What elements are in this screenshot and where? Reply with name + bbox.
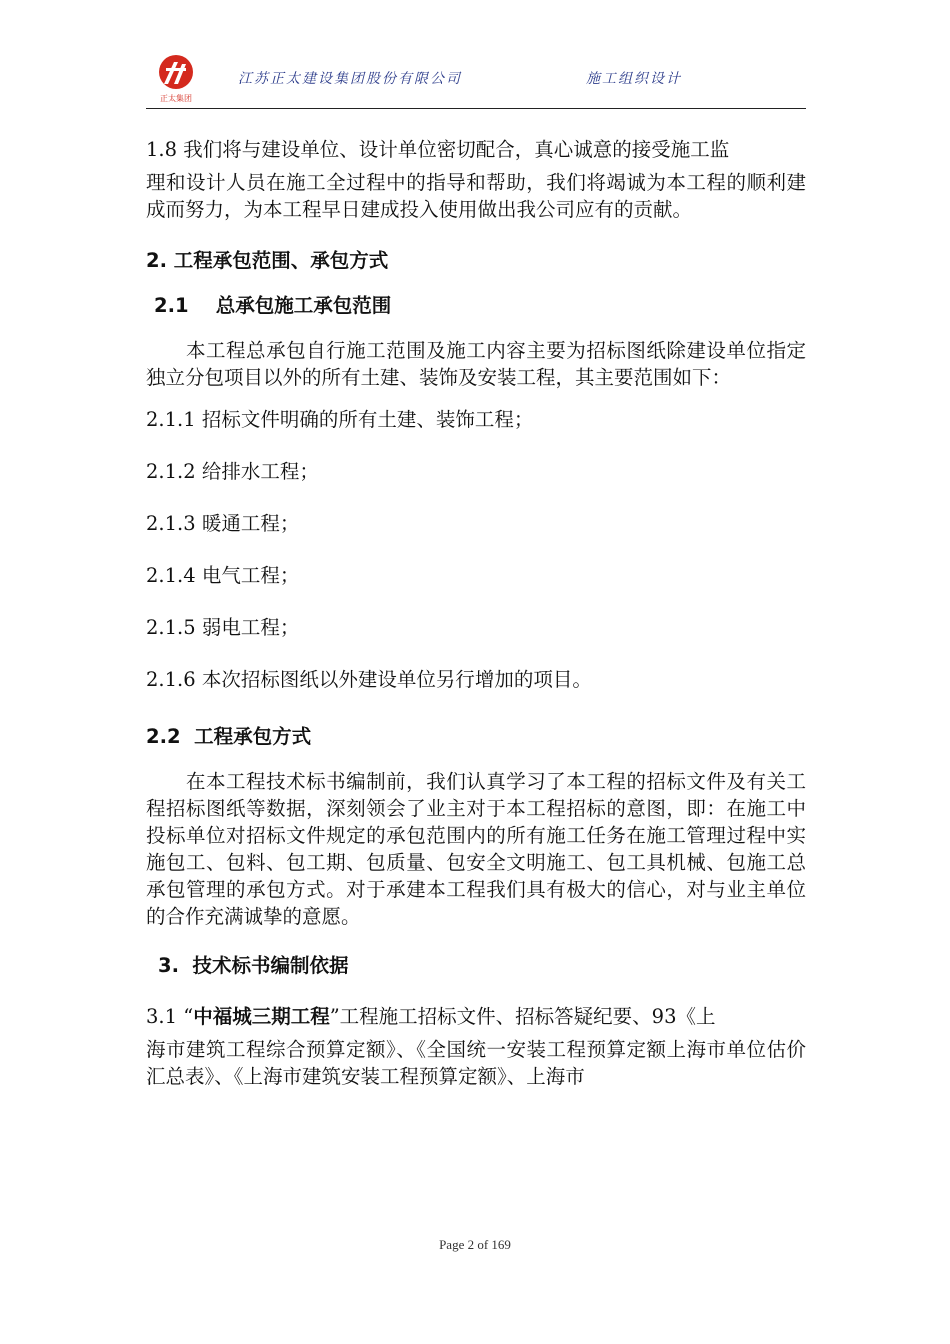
paragraph-2-2: 在本工程技术标书编制前，我们认真学习了本工程的招标文件及有关工程招标图纸等数据，深刻领会了业主对于本工程招标的意图，即：在施工中投标单位对招标文件规定的承包范围内的所有施工任务在施工管理过程中实施包工、包料、包工期、包质量、包安全文明施工、包工具机械、包施工总承包管理的承包方式。对于承建本工程我们具有极大的信心，对与业主单位的合作充满诚挚的意愿。 (146, 770, 806, 928)
logo-emblem-icon (154, 54, 198, 104)
list-item: 2.1.5 弱电工程； (146, 616, 300, 639)
logo-text: 正太集团 (160, 94, 192, 103)
list-item: 2.1.2 给排水工程； (146, 460, 319, 483)
paragraph-3-1-prefix: 3.1 “ (146, 1005, 194, 1028)
list-item: 2.1.1 招标文件明确的所有土建、装饰工程； (146, 408, 534, 431)
paragraph-2-1: 本工程总承包自行施工范围及施工内容主要为招标图纸除建设单位指定独立分包项目以外的所有土建、装饰及安装工程，其主要范围如下： (146, 339, 806, 389)
document-type: 施工组织设计 (586, 71, 682, 87)
paragraph-3-1: 海市建筑工程综合预算定额》、《全国统一安装工程预算定额上海市单位估价汇总表》、《上海市建筑安装工程预算定额》、上海市 (146, 1038, 806, 1088)
paragraph-1-8: 理和设计人员在施工全过程中的指导和帮助，我们将竭诚为本工程的顺利建成而努力，为本工程早日建成投入使用做出我公司应有的贡献。 (146, 171, 806, 221)
section-3-heading: 3. 技术标书编制依据 (158, 954, 349, 977)
document-body (146, 136, 806, 1090)
paragraph-3-1-after: ”工程施工招标文件、招标答疑纪要、93《上 (329, 1005, 716, 1028)
page-number: Page 2 of 169 (439, 1237, 511, 1252)
project-name: 中福城三期工程 (193, 1005, 330, 1028)
section-2-1-heading: 2.1 总承包施工承包范围 (154, 294, 392, 317)
list-item: 2.1.4 电气工程； (146, 564, 300, 587)
company-name: 江苏正太建设集团股份有限公司 (238, 71, 462, 87)
section-2-2-heading: 2.2 工程承包方式 (146, 725, 312, 748)
page-header (146, 48, 806, 109)
section-2-heading: 2. 工程承包范围、承包方式 (146, 249, 389, 272)
paragraph-3-1-line1 (146, 1003, 806, 1030)
list-item: 2.1.6 本次招标图纸以外建设单位另行增加的项目。 (146, 668, 592, 691)
list-item: 2.1.3 暖通工程； (146, 512, 300, 535)
company-logo (154, 54, 198, 104)
paragraph-1-8-line1: 1.8 我们将与建设单位、设计单位密切配合，真心诚意的接受施工监 (146, 138, 730, 161)
